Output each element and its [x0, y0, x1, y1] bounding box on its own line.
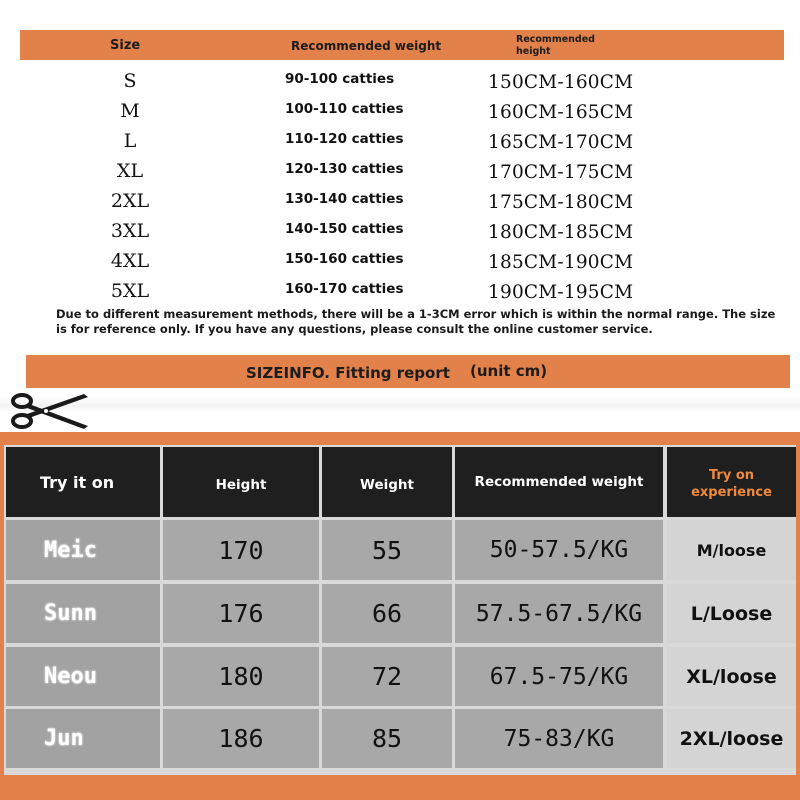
fitting-report-unit: (unit cm)	[470, 362, 548, 380]
weight-column-header	[322, 447, 452, 517]
size-cell: 5XL	[110, 280, 150, 302]
experience-cell: L/Loose	[667, 584, 796, 643]
tester-name-cell: Sunn	[6, 584, 160, 643]
height-cell: 185CM-190CM	[488, 252, 634, 273]
size-row	[0, 278, 800, 308]
weight-cell: 55	[322, 520, 452, 580]
weight-cell: 110-120 catties	[285, 131, 404, 147]
size-cell: 4XL	[110, 250, 150, 272]
divider	[0, 395, 800, 413]
weight-cell: 85	[322, 709, 452, 768]
try-on-header-label: Try it on	[40, 472, 115, 492]
size-row	[0, 158, 800, 188]
height-cell: 176	[163, 584, 319, 643]
weight-cell: 100-110 catties	[285, 101, 404, 117]
recommended-weight-header-label: Recommended weight	[474, 474, 644, 490]
size-row	[0, 128, 800, 158]
recommended-weight-cell: 75-83/KG	[455, 709, 663, 768]
experience-cell: XL/loose	[667, 647, 796, 706]
experience-cell: 2XL/loose	[667, 709, 796, 768]
recommended-weight-cell: 67.5-75/KG	[455, 647, 663, 706]
weight-header-label: Weight	[360, 477, 414, 493]
weight-cell: 66	[322, 584, 452, 643]
size-cell: S	[123, 70, 137, 92]
disclaimer-text: Due to different measurement methods, there will be a 1-3CM error which is within the normal range. The size is for reference only. If you have any questions, please consult the online customer service.	[56, 307, 776, 336]
size-row	[0, 68, 800, 98]
size-chart-header	[20, 30, 784, 60]
height-cell: 170CM-175CM	[488, 162, 634, 183]
experience-cell: M/loose	[667, 520, 796, 580]
height-cell: 175CM-180CM	[488, 192, 634, 213]
size-cell: 3XL	[110, 220, 150, 242]
size-cell: L	[123, 130, 137, 152]
fitting-report-banner	[26, 355, 790, 388]
weight-cell: 90-100 catties	[285, 71, 395, 87]
height-cell: 180	[163, 647, 319, 706]
experience-column-header	[667, 447, 796, 517]
fitting-report-title: SIZEINFO. Fitting report	[246, 364, 450, 382]
weight-cell: 150-160 catties	[285, 251, 404, 267]
weight-cell: 160-170 catties	[285, 281, 404, 297]
height-column-header	[163, 447, 319, 517]
try-on-column-header	[6, 447, 160, 517]
bottom-accent-strip	[0, 775, 800, 800]
height-cell: 165CM-170CM	[488, 132, 634, 153]
tester-name-cell: Jun	[6, 709, 160, 768]
weight-cell: 72	[322, 647, 452, 706]
weight-cell: 140-150 catties	[285, 221, 404, 237]
height-cell: 186	[163, 709, 319, 768]
tester-name-cell: Meic	[6, 520, 160, 580]
height-column-header: Recommended height	[516, 34, 595, 57]
height-cell: 160CM-165CM	[488, 102, 634, 123]
recommended-weight-cell: 57.5-67.5/KG	[455, 584, 663, 643]
size-row	[0, 248, 800, 278]
tester-name-cell: Neou	[6, 647, 160, 706]
size-row	[0, 98, 800, 128]
recommended-weight-cell: 50-57.5/KG	[455, 520, 663, 580]
weight-column-header: Recommended weight	[291, 39, 442, 53]
height-cell: 190CM-195CM	[488, 282, 634, 303]
height-cell: 150CM-160CM	[488, 72, 634, 93]
height-header-label: Height	[215, 477, 267, 493]
experience-header-label: Try on experience	[691, 468, 772, 500]
size-cell: 2XL	[110, 190, 150, 212]
size-cell: XL	[116, 160, 144, 182]
scissors-icon	[10, 388, 90, 434]
weight-cell: 130-140 catties	[285, 191, 404, 207]
size-cell: M	[120, 100, 140, 122]
recommended-weight-column-header	[455, 447, 663, 517]
height-cell: 180CM-185CM	[488, 222, 634, 243]
weight-cell: 120-130 catties	[285, 161, 404, 177]
size-column-header: Size	[110, 38, 141, 53]
size-row	[0, 188, 800, 218]
size-row	[0, 218, 800, 248]
height-cell: 170	[163, 520, 319, 580]
